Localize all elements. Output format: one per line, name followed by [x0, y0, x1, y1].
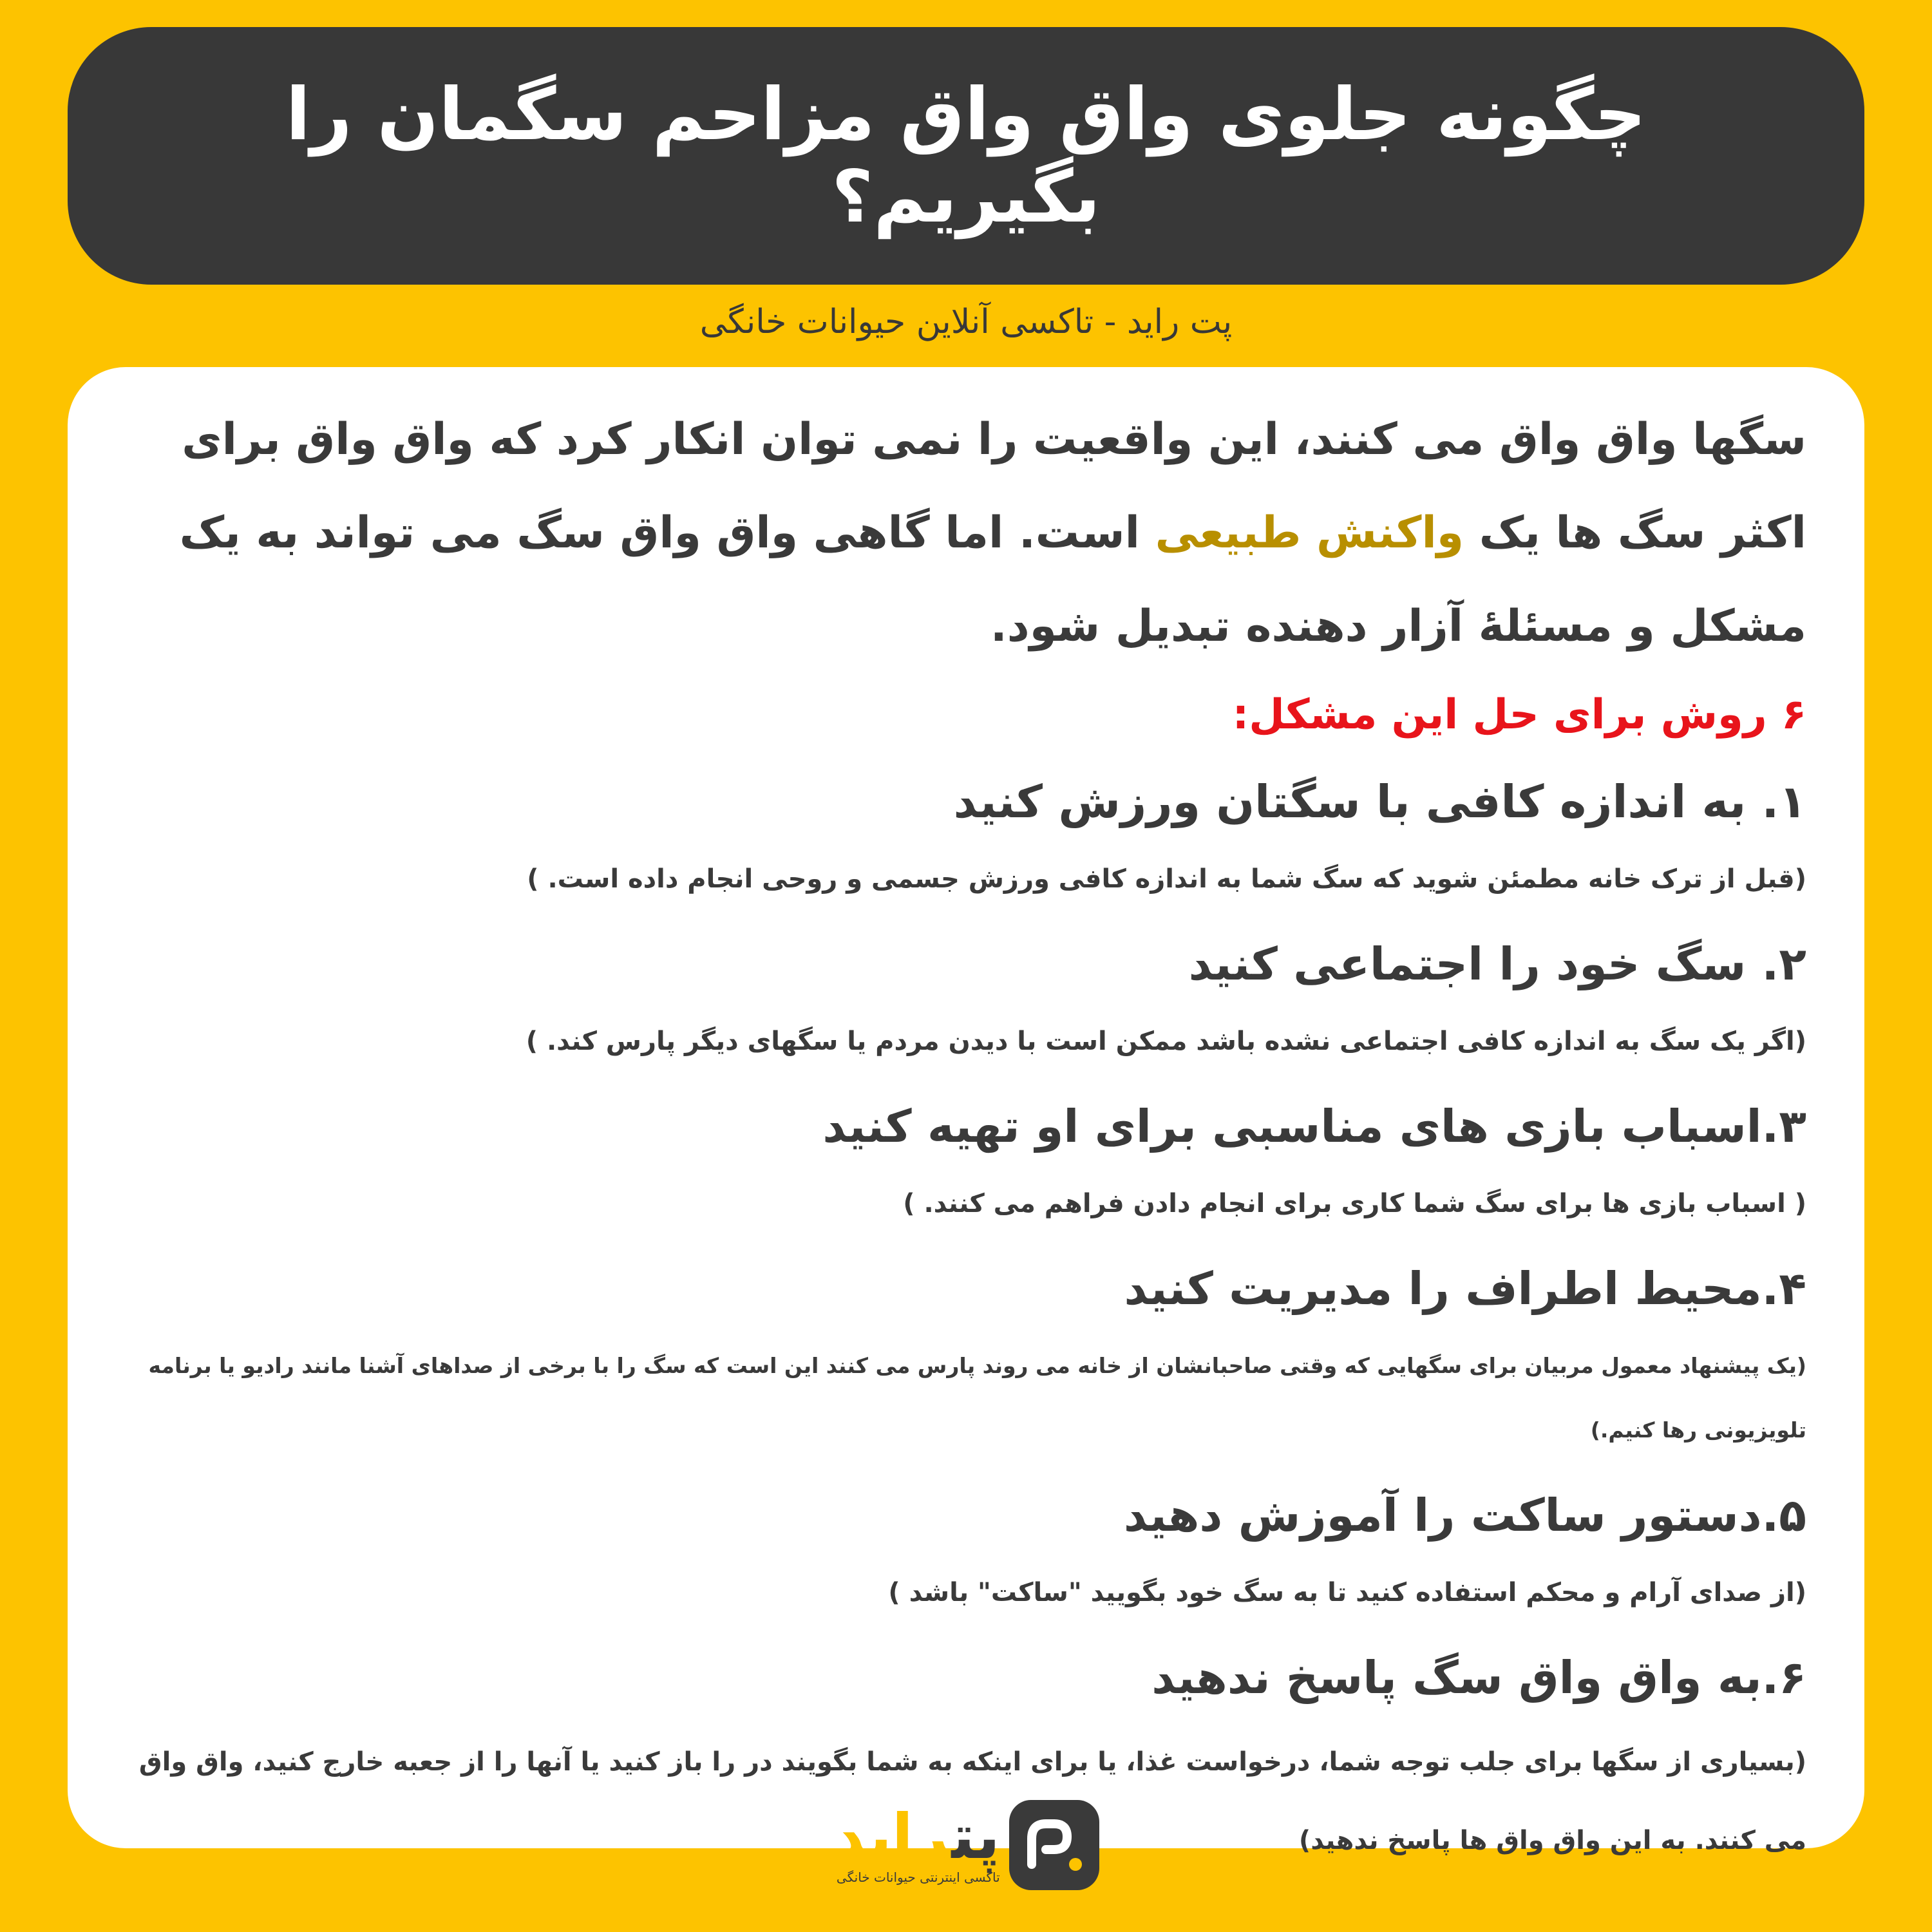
page-subtitle: پت راید - تاکسی آنلاین حیوانات خانگی — [699, 303, 1233, 341]
method-title: ۱. به اندازه کافی با سگتان ورزش کنید — [953, 775, 1806, 828]
method-item-3 — [126, 1081, 1806, 1236]
method-title: ۲. سگ خود را اجتماعی کنید — [1188, 938, 1806, 990]
method-description: (قبل از ترک خانه مطمئن شوید که سگ شما به اندازه کافی ورزش جسمی و روحی انجام داده است. ) — [527, 864, 1806, 894]
method-item-2 — [126, 919, 1806, 1074]
method-title: ۶.به واق واق سگ پاسخ ندهید — [1151, 1651, 1806, 1704]
methods-heading: ۶ روش برای حل این مشکل: — [1232, 691, 1806, 739]
intro-paragraph — [126, 393, 1806, 673]
method-description: ( اسباب بازی ها برای سگ شما کاری برای انجام دادن فراهم می کنند. ) — [903, 1189, 1806, 1218]
method-title: ۵.دستور ساکت را آموزش دهید — [1123, 1489, 1806, 1542]
method-item-1 — [126, 757, 1806, 911]
method-item-5 — [126, 1470, 1806, 1625]
intro-text-end: است. اما گاهی واق واق سگ می تواند به یک مشکل و مسئلۀ آزار دهنده تبدیل شود. — [179, 507, 1806, 652]
title-banner — [68, 27, 1864, 285]
method-description: (از صدای آرام و محکم استفاده کنید تا به سگ خود بگویید "ساکت" باشد ) — [888, 1578, 1806, 1607]
logo-word-dark: پت — [951, 1801, 1000, 1873]
method-item-4 — [126, 1244, 1806, 1463]
intro-highlight: واکنش طبیعی — [1155, 507, 1464, 558]
paw-logo-icon — [1009, 1800, 1099, 1890]
content-card — [68, 367, 1864, 1855]
logo-wordmark — [833, 1801, 1000, 1873]
logo-text — [833, 1801, 1000, 1886]
logo-tagline: تاکسی اینترنتی حیوانات خانگی — [836, 1870, 1000, 1885]
intro-text-start: سگها واق واق می کنند، این واقعیت را نمی توان انکار کرد که واق واق برای اکثر سگ ها یک — [182, 414, 1806, 558]
method-description: (اگر یک سگ به اندازه کافی اجتماعی نشده باشد ممکن است با دیدن مردم یا سگهای دیگر پارس کند. ) — [526, 1027, 1806, 1056]
method-description: (بسیاری از سگها برای جلب توجه شما، درخواست غذا، یا برای اینکه به شما بگویند در را باز کنید یا آنها را از جعبه خارج کنید، واق واق می کنند. به این واق واق ها پاسخ ندهید) — [138, 1747, 1806, 1855]
method-title: ۳.اسباب بازی های مناسبی برای او تهیه کنید — [822, 1100, 1806, 1153]
content-body — [126, 393, 1806, 1888]
petride-logo — [808, 1794, 1124, 1897]
logo-word-yellow: راید — [833, 1801, 952, 1873]
method-description: (یک پیشنهاد معمول مربیان برای سگهایی که وقتی صاحبانشان از خانه می روند پارس می کنند این است که سگ را با برخی از صداهای آشنا مانند رادیو یا برنامه تلویزیونی رها کنیم.) — [148, 1353, 1806, 1443]
page-title: چگونه جلوی واق واق مزاحم سگمان را بگیریم؟ — [285, 73, 1647, 239]
method-title: ۴.محیط اطراف را مدیریت کنید — [1124, 1262, 1806, 1315]
